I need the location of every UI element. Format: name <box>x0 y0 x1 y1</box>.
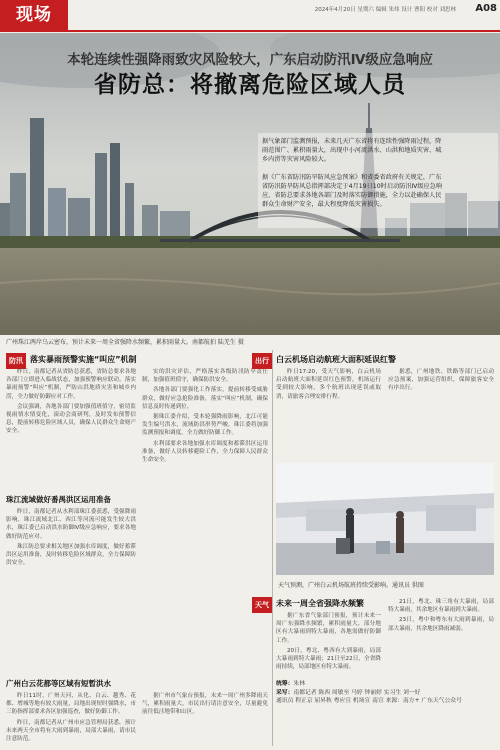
credit-line <box>276 680 494 689</box>
paragraph: 珠江防总要求相关地区加强水库调度，做好蓄滞洪区运用准备，及时转移危险区域群众，全力保障防洪安全。 <box>6 543 136 567</box>
paragraph: 20日，粤北、粤西有大到暴雨，局部大暴雨到特大暴雨；21日至22日，全省降雨持续，局部地区有特大暴雨。 <box>276 647 381 671</box>
lead-paragraph: 据《广东省防汛防旱防风应急预案》和省委省政府有关规定，广东省防汛防旱防风总指挥部决定于4月19日10时启动防汛Ⅳ级应急响应，省防总要求各地各部门及时落实防御措施，全力以赴确保人民群众生命财产安全，最大程度降低灾害损失。 <box>262 174 443 208</box>
photo-caption: 天气预测，广州白云机场航班持续受影响。通讯员 供图 <box>278 582 424 589</box>
paragraph: 昨日17:20，受天气影响，白云机场启动航班大面积延误红色预警，机场运行受到较大影响，多个航班出现延误或取消，请旅客合理安排行程。 <box>276 369 381 400</box>
paragraph: 水利部要求各地加强水库调度和蓄滞洪区运用准备，做好人员转移避险工作，全力保障人民群众生命安全。 <box>142 440 268 464</box>
paragraph: 据广州市气象台预报，未来一周广州多降雨天气，累积雨量大，市民出行请注意安全，尽量避免前往低洼地带和山区。 <box>142 693 268 716</box>
credits-block <box>276 680 494 706</box>
subheading: 珠江流域做好番禺洪区运用准备 <box>6 495 111 504</box>
header-rule <box>0 30 500 32</box>
issue-meta: 2024年4月20日 星期六 编辑 朱炜 设计 曹阳 校对 刘思林 <box>314 7 456 13</box>
article-body <box>142 692 268 748</box>
article-body <box>388 598 494 678</box>
credit-value: 南都记者 陈西 周敏至 马婷 钟丽婷 实习生 刘一好 <box>293 689 421 696</box>
paragraph: 昨日，南都记者从水利部珠江委获悉，受强降雨影响，珠江流域北江、西江等河流可能发生较大洪水，珠江委已启动洪水防御Ⅳ级应急响应，要求各地做好防范应对。 <box>6 509 136 540</box>
paragraph: 据悉，广州地铁、铁路等部门已启动应急预案，加强运营组织，保障旅客安全有序出行。 <box>388 369 494 392</box>
credit-value: 朱林 <box>293 681 306 687</box>
main-headline: 省防总：将撤离危险区域人员 <box>94 72 406 98</box>
article-title: 白云机场启动航班大面积延误红警 <box>276 355 396 364</box>
lead-paragraph: 据气象部门监测预报，未来几天广东省将有连续性强降雨过程，降雨范围广、累积雨量大，出现中小河流洪水、山洪和地质灾害、城乡内涝等灾害风险较大。 <box>262 138 442 163</box>
paragraph: 据珠江委介绍，受本轮强降雨影响，北江可能发生编号洪水，流域防洪形势严峻，珠江委将加强监测预报和调度，全力做好防御工作。 <box>142 414 268 437</box>
airport-photo <box>276 463 494 575</box>
paragraph: 会议强调，各地各部门要加强值班值守，密切监视雨情水情变化，滚动会商研判，及时发布预警信息，提前转移危险区域人员，确保人民群众生命财产安全。 <box>6 403 136 435</box>
paragraph: 昨日，南都记者从省防总获悉，省防总要求各地各部门立即进入临战状态，加强预警响应联动，落实暴雨预警“叫应”机制，严防山洪地质灾害和城乡内涝，全力做好防御应对工作。 <box>6 369 136 400</box>
article-body <box>276 612 381 678</box>
paragraph: 昨日，南都记者从广州市应急管理局获悉，预计未来两天全市将有大雨到暴雨，局部大暴雨，请市民注意防范。 <box>6 719 136 743</box>
page-number: A08 <box>475 3 497 14</box>
photo-caption: 广州珠江两岸乌云密布，预计未来一周全省强降水频繁，累积雨量大。南都航拍 陆羌生 摄 <box>6 339 244 346</box>
paragraph: 昨日11时，广州天河、从化、白云、越秀、花都、增城等地有较大雨量，局地出现短时强降水，市三防指挥部要求各区加强巡查，做好防御工作。 <box>6 693 136 716</box>
section-label-weather: 天气 <box>252 597 272 613</box>
article-body <box>276 368 381 458</box>
credit-label: 采写： <box>276 689 294 696</box>
article-body <box>142 368 268 673</box>
article-body <box>6 368 136 490</box>
paragraph: 23日，粤中和粤东有大雨到暴雨，局部大暴雨，其余地区降雨减弱。 <box>388 617 494 632</box>
section-label-flood: 防汛 <box>6 353 26 369</box>
paragraph: 各地各部门要强化工作落实，提前转移受威胁群众，做好应急抢险准备，落实“叫应”机制，确保信息及时传递到位。 <box>142 387 268 410</box>
paragraph: 据广东省气象部门预报，预计未来一周广东强降水频繁，累积雨量大，部分地区有大暴雨到特大暴雨，各地需做好防御工作。 <box>276 613 381 644</box>
credit-line: 通讯员 程正京 屈昇秋 粤应宣 机场宣 南宣 来源：南方+ 广东天气公众号 <box>276 698 462 704</box>
article-body <box>6 692 136 748</box>
paragraph: 21日，粤北、珠三角有大暴雨，局部特大暴雨，其余地区有暴雨到大暴雨。 <box>388 599 494 614</box>
article-title: 未来一周全省强降水频繁 <box>276 599 364 608</box>
article-body <box>388 368 494 458</box>
kicker-headline: 本轮连续性强降雨致灾风险较大，广东启动防汛Ⅳ级应急响应 <box>67 52 433 68</box>
airport-hall-illustration <box>276 463 494 575</box>
section-label-travel: 出行 <box>252 353 272 369</box>
article-body <box>6 508 136 673</box>
paragraph: 实的洪灾评估，严格落实各级防汛防旱责任制，加强值班值守，确保防洪安全。 <box>142 369 268 384</box>
subheading: 广州白云花都等区域有短暂洪水 <box>6 679 111 688</box>
article-title: 落实暴雨预警实施“叫应”机制 <box>30 355 137 364</box>
section-tag: 现场 <box>0 0 68 30</box>
credit-line <box>276 689 494 698</box>
credit-label: 统筹： <box>276 681 294 687</box>
column-divider <box>272 350 273 746</box>
